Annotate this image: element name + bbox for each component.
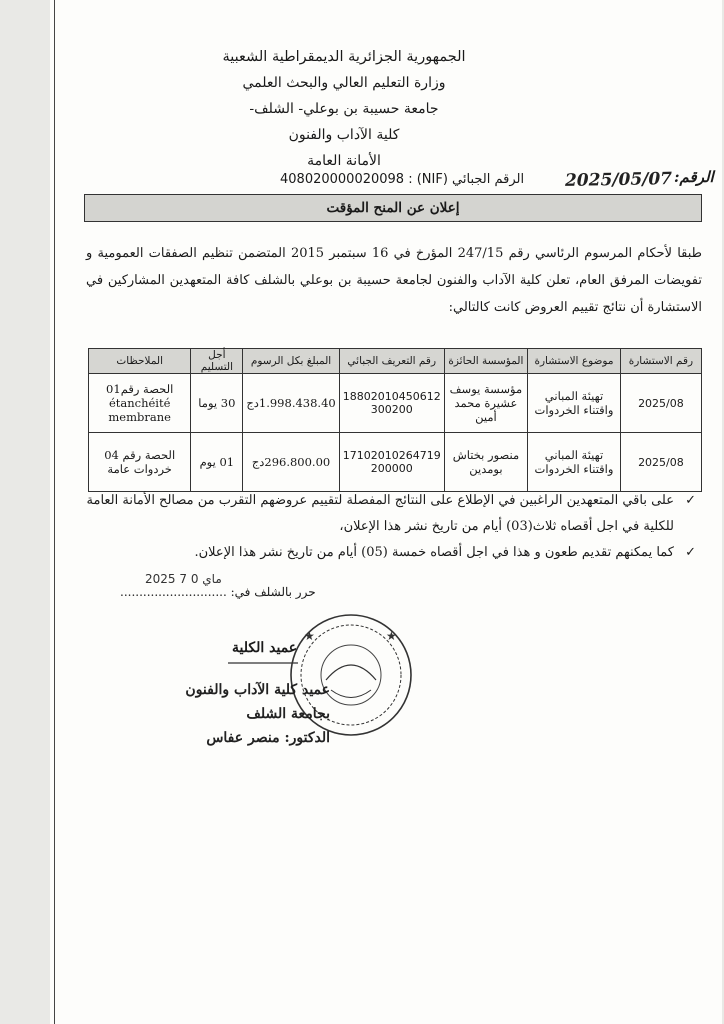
- table-row: [89, 374, 702, 433]
- cell-amount: 1.998.438.40دج: [243, 374, 339, 433]
- signature-block: [170, 678, 330, 750]
- handwritten-reference: 2025/05/07: [564, 169, 673, 191]
- stamped-date: 2025 ماي 0 7: [145, 572, 222, 586]
- header-subject: موضوع الاستشارة: [528, 349, 621, 374]
- cell-nif: 18802010450612 300200: [339, 374, 444, 433]
- cell-ref: 2025/08: [620, 433, 701, 492]
- cell-subject: تهيئة المباني واقتناء الخردوات: [528, 374, 621, 433]
- note-item: [86, 540, 698, 566]
- notes-list: [86, 488, 698, 566]
- svg-text:★: ★: [304, 629, 315, 643]
- cell-amount: 296.800.00دج: [243, 433, 339, 492]
- header-nif: رقم التعريف الجبائي: [339, 349, 444, 374]
- cell-delay: 30 يوما: [191, 374, 243, 433]
- note-text: كما يمكنهم تقديم طعون و هذا في اجل أقصاه خمسة (05) أيام من تاريخ نشر هذا الإعلان.: [194, 545, 674, 560]
- letterhead: [144, 44, 544, 174]
- header-ref: رقم الاستشارة: [620, 349, 701, 374]
- table-header-row: [89, 349, 702, 374]
- header-delay: أجل التسليم: [191, 349, 243, 374]
- university-line: جامعة حسيبة بن بوعلي- الشلف-: [249, 101, 439, 117]
- republic-line: الجمهورية الجزائرية الديمقراطية الشعبية: [222, 49, 466, 65]
- note-text: على باقي المتعهدين الراغبين في الإطلاع على النتائج المفصلة لتقييم عروضهم التقرب من مصالح الأمانة العامة للكلية في اجل أقصاه ثلاث(03) أيام من تاريخ نشر هذا الإعلان،: [86, 493, 674, 534]
- tax-id: الرقم الجبائي (NIF) : 408020000020098: [280, 172, 525, 187]
- intro-paragraph: طبقا لأحكام المرسوم الرئاسي رقم 247/15 المؤرخ في 16 سبتمبر 2015 المتضمن تنظيم الصفقات العمومية و تفويضات المرفق العام، تعلن كلية الآداب والفنون لجامعة حسيبة بن بوعلي بالشلف كافة المتعهدين المشاركين في الاستشارة أن نتائج تقييم العروض كانت كالتالي:: [86, 246, 703, 315]
- header-notes: الملاحظات: [89, 349, 191, 374]
- ministry-line: وزارة التعليم العالي والبحث العلمي: [242, 75, 446, 91]
- checkmark-icon: ✓: [685, 493, 696, 508]
- checkmark-icon: ✓: [685, 545, 696, 560]
- cell-company: منصور بختاش بومدين: [444, 433, 527, 492]
- secretariat-line: الأمانة العامة: [307, 153, 381, 169]
- reference-label: الرقم:: [674, 168, 714, 186]
- cell-delay: 01 يوم: [191, 433, 243, 492]
- dateline: [120, 585, 316, 599]
- cell-ref: 2025/08: [620, 374, 701, 433]
- cell-notes: الحصة رقم 04 خردوات عامة: [89, 433, 191, 492]
- header-amount: المبلغ بكل الرسوم: [243, 349, 339, 374]
- faculty-line: كلية الآداب والفنون: [288, 127, 400, 143]
- dateline-label: حرر بالشلف في:: [230, 585, 316, 599]
- announcement-title: إعلان عن المنح المؤقت: [84, 194, 702, 222]
- header-company: المؤسسة الحائزة: [444, 349, 527, 374]
- dean-title: عميد الكلية: [232, 640, 298, 656]
- signature-line: عميد كلية الآداب والفنون: [185, 682, 330, 698]
- note-item: [86, 488, 698, 540]
- signature-line: الدكتور: منصر عفاس: [206, 730, 330, 746]
- cell-nif: 17102010264719 200000: [339, 433, 444, 492]
- signature-line: بجامعة الشلف: [246, 706, 330, 722]
- table-row: [89, 433, 702, 492]
- results-table: [88, 348, 702, 492]
- dateline-dots: ............................: [120, 585, 227, 599]
- cell-subject: تهيئة المباني واقتناء الخردوات: [528, 433, 621, 492]
- cell-notes: الحصة رقم01 étanchéité membrane: [89, 374, 191, 433]
- cell-company: مؤسسة يوسف عشيرة محمد أمين: [444, 374, 527, 433]
- margin-rule: [54, 0, 55, 1024]
- svg-text:★: ★: [386, 629, 397, 643]
